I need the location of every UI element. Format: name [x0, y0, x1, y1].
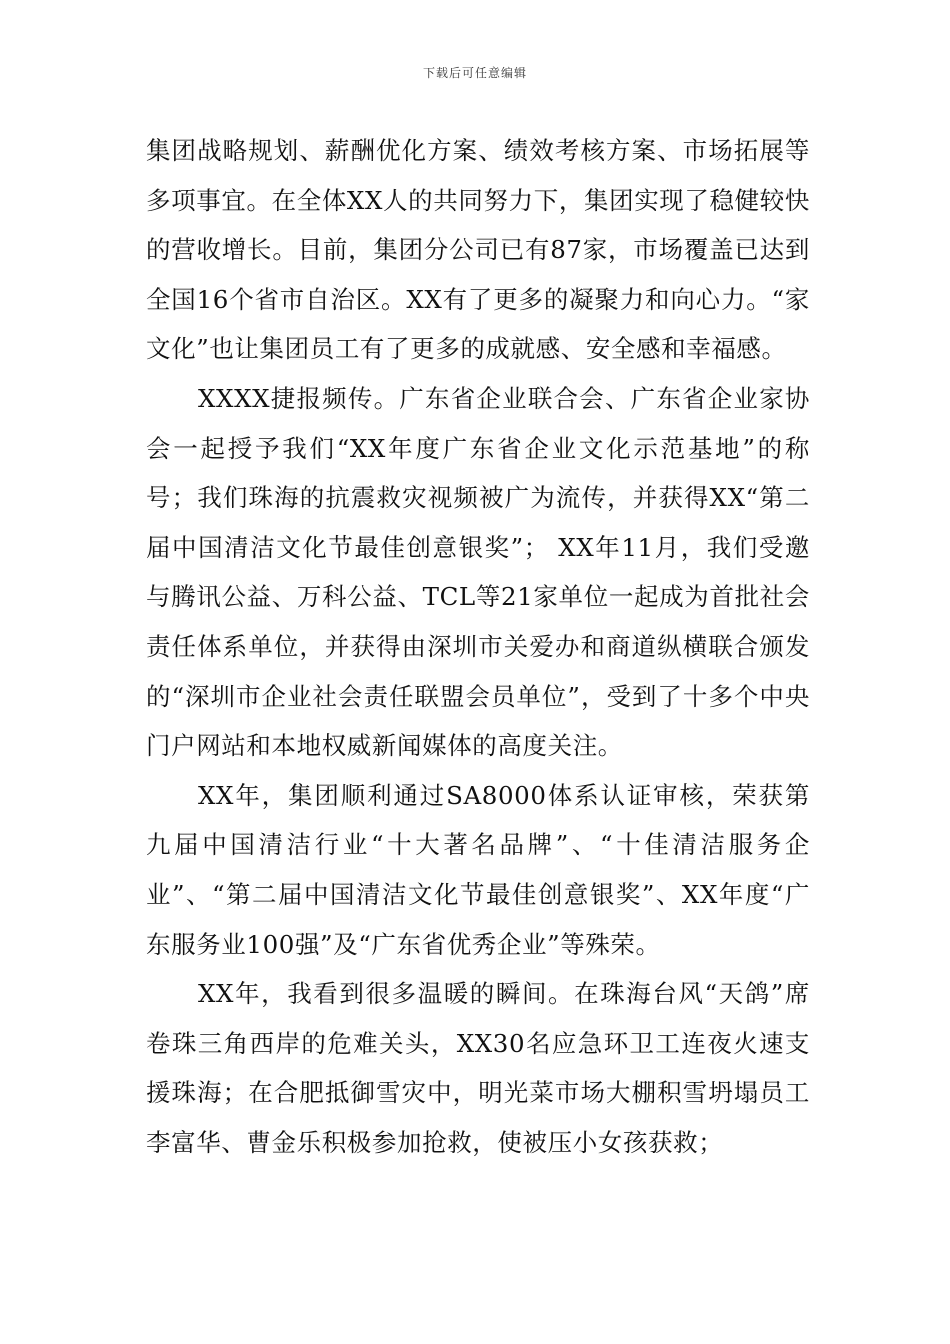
- paragraph-certification: XX年，集团顺利通过SA8000体系认证审核，荣获第九届中国清洁行业“十大著名品牌”、“十佳清洁服务企业”、“第二届中国清洁文化节最佳创意银奖”、XX年度“广东服务业100强”及“广东省优秀企业”等殊荣。: [146, 780, 810, 959]
- paragraph-strategy: 集团战略规划、薪酬优化方案、绩效考核方案、市场拓展等多项事宜。在全体XX人的共同努力下，集团实现了稳健较快的营收增长。目前，集团分公司已有87家，市场覆盖已达到全国16个省市自治区。XX有了更多的凝聚力和向心力。“家文化”也让集团员工有了更多的成就感、安全感和幸福感。: [146, 136, 810, 364]
- paragraph-honors-news: XXXX捷报频传。广东省企业联合会、广东省企业家协会一起授予我们“XX年度广东省企业文化示范基地”的称号；我们珠海的抗震救灾视频被广为流传，并获得XX“第二届中国清洁文化节最佳创意银奖”； XX年11月，我们受邀与腾讯公益、万科公益、TCL等21家单位一起成为首批社会责任体系单位，并获得由深圳市关爱办和商道纵横联合颁发的“深圳市企业社会责任联盟会员单位”，受到了十多个中央门户网站和本地权威新闻媒体的高度关注。: [146, 383, 810, 761]
- paragraph-warm-moments: XX年，我看到很多温暖的瞬间。在珠海台风“天鸽”席卷珠三角西岸的危难关头，XX30名应急环卫工连夜火速支援珠海；在合肥抵御雪灾中，明光菜市场大棚积雪坍塌员工李富华、曹金乐积极参加抢救，使被压小女孩获救；: [146, 979, 810, 1157]
- page-header-note: 下载后可任意编辑: [422, 66, 527, 80]
- document-body: [146, 126, 810, 1167]
